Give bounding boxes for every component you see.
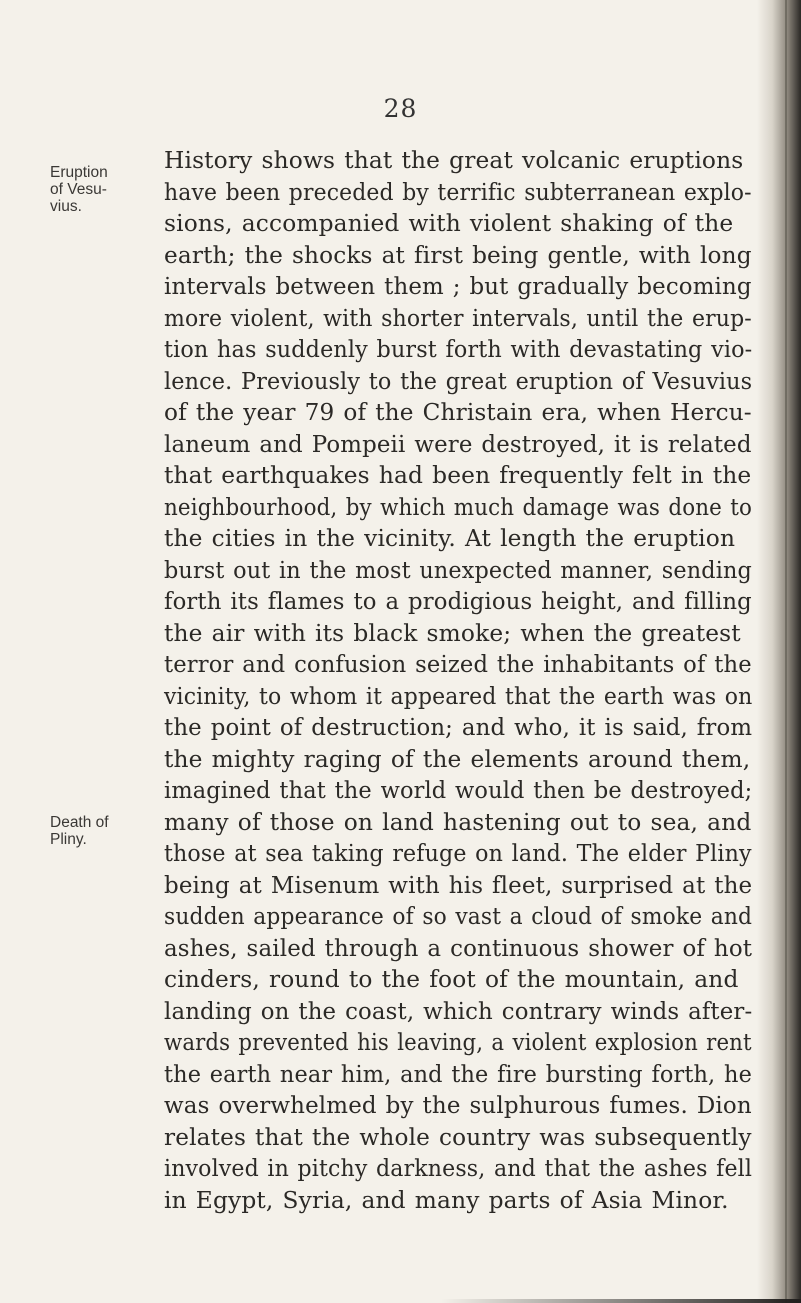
text-line: those at sea taking refuge on land. The elder Pliny: [164, 840, 752, 867]
text-line: the cities in the vicinity. At length the eruption: [164, 525, 736, 552]
text-line: imagined that the world would then be destroyed;: [164, 777, 753, 804]
text-line: in Egypt, Syria, and many parts of Asia Minor.: [164, 1186, 729, 1214]
text-line: the point of destruction; and who, it is said, from: [164, 714, 753, 741]
text-line: involved in pitchy darkness, and that the ashes fell: [164, 1155, 753, 1182]
text-line: the air with its black smoke; when the greatest: [164, 619, 741, 647]
text-line: neighbourhood, by which much damage was done to: [164, 493, 753, 521]
text-line: vicinity, to whom it appeared that the earth was on: [164, 682, 753, 710]
text-line: burst out in the most unexpected manner, sending: [164, 556, 752, 584]
text-line: cinders, round to the foot of the mountain, and: [164, 966, 739, 993]
page-number: 28: [383, 94, 418, 123]
text-line: intervals between them ; but gradually becoming: [164, 273, 752, 300]
text-line: many of those on land hastening out to sea, and: [164, 808, 752, 836]
text-line: being at Misenum with his fleet, surprised at the: [164, 871, 753, 899]
margin-note-line: Eruption: [50, 164, 108, 181]
text-line: the mighty raging of the elements around them,: [164, 745, 751, 773]
page-edge-line: [785, 0, 787, 1303]
text-line: the earth near him, and the fire bursting forth, he: [164, 1060, 752, 1088]
page-edge-shadow: [757, 0, 801, 1303]
page-bottom-edge: [441, 1299, 801, 1303]
margin-note-line: Pliny.: [50, 831, 87, 848]
text-line: of the year 79 of the Christain era, when Hercu-: [164, 399, 752, 426]
text-line: was overwhelmed by the sulphurous fumes. Dion: [164, 1092, 752, 1119]
text-line: more violent, with shorter intervals, until the erup-: [164, 304, 752, 332]
text-line: relates that the whole country was subsequently: [164, 1123, 752, 1151]
text-line: sudden appearance of so vast a cloud of smoke and: [164, 903, 753, 930]
text-line: terror and confusion seized the inhabitants of the: [164, 651, 752, 678]
text-line: earth; the shocks at first being gentle, with long: [164, 241, 752, 269]
text-line: tion has suddenly burst forth with devastating vio-: [164, 336, 753, 363]
text-line: lence. Previously to the great eruption of Vesuvius: [164, 367, 753, 395]
text-line: landing on the coast, which contrary winds after-: [164, 997, 753, 1025]
margin-note-line: vius.: [50, 198, 82, 215]
text-line: wards prevented his leaving, a violent explosion rent: [164, 1029, 752, 1056]
text-line: History shows that the great volcanic eruptions: [164, 147, 744, 174]
text-line: laneum and Pompeii were destroyed, it is related: [164, 430, 752, 458]
margin-note-eruption: [50, 164, 142, 215]
text-line: that earthquakes had been frequently felt in the: [164, 462, 752, 489]
margin-note-line: Death of: [50, 814, 109, 831]
margin-note-line: of Vesu-: [50, 181, 107, 198]
margin-note-pliny: [50, 814, 142, 848]
text-line: sions, accompanied with violent shaking of the: [164, 210, 734, 237]
text-line: have been preceded by terrific subterranean explo-: [164, 178, 752, 206]
text-line: ashes, sailed through a continuous shower of hot: [164, 934, 753, 962]
text-line: forth its flames to a prodigious height, and filling: [164, 588, 752, 615]
